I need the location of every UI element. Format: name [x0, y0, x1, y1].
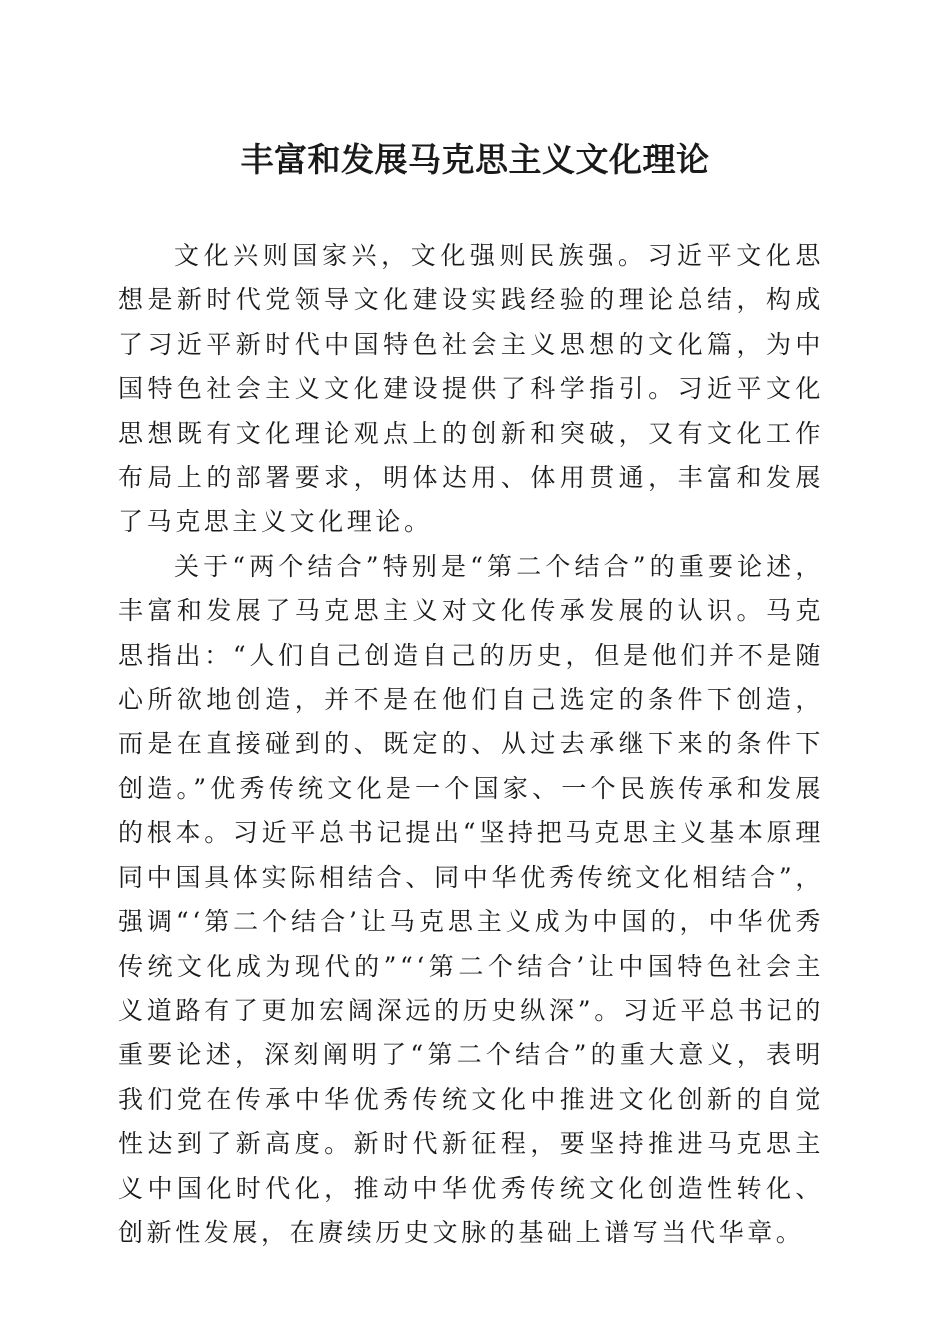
paragraph-1: 文化兴则国家兴，文化强则民族强。习近平文化思想是新时代党领导文化建设实践经验的理论总结，构成了习近平新时代中国特色社会主义思想的文化篇，为中国特色社会主义文化建设提供了科学指引。习近平文化思想既有文化理论观点上的创新和突破，又有文化工作布局上的部署要求，明体达用、体用贯通，丰富和发展了马克思主义文化理论。: [118, 241, 824, 537]
document-body: [118, 234, 824, 1255]
paragraph-2: 关于“两个结合”特别是“第二个结合”的重要论述，丰富和发展了马克思主义对文化传承发展的认识。马克思指出：“人们自己创造自己的历史，但是他们并不是随心所欲地创造，并不是在他们自己选定的条件下创造，而是在直接碰到的、既定的、从过去承继下来的条件下创造。”优秀传统文化是一个国家、一个民族传承和发展的根本。习近平总书记提出“坚持把马克思主义基本原理同中国具体实际相结合、同中华优秀传统文化相结合”，强调“‘第二个结合’让马克思主义成为中国的，中华优秀传统文化成为现代的”“‘第二个结合’让中国特色社会主义道路有了更加宏阔深远的历史纵深”。习近平总书记的重要论述，深刻阐明了“第二个结合”的重大意义，表明我们党在传承中华优秀传统文化中推进文化创新的自觉性达到了新高度。新时代新征程，要坚持推进马克思主义中国化时代化，推动中华优秀传统文化创造性转化、创新性发展，在赓续历史文脉的基础上谱写当代华章。: [118, 551, 824, 1247]
document-title: 丰富和发展马克思主义文化理论: [240, 140, 710, 179]
